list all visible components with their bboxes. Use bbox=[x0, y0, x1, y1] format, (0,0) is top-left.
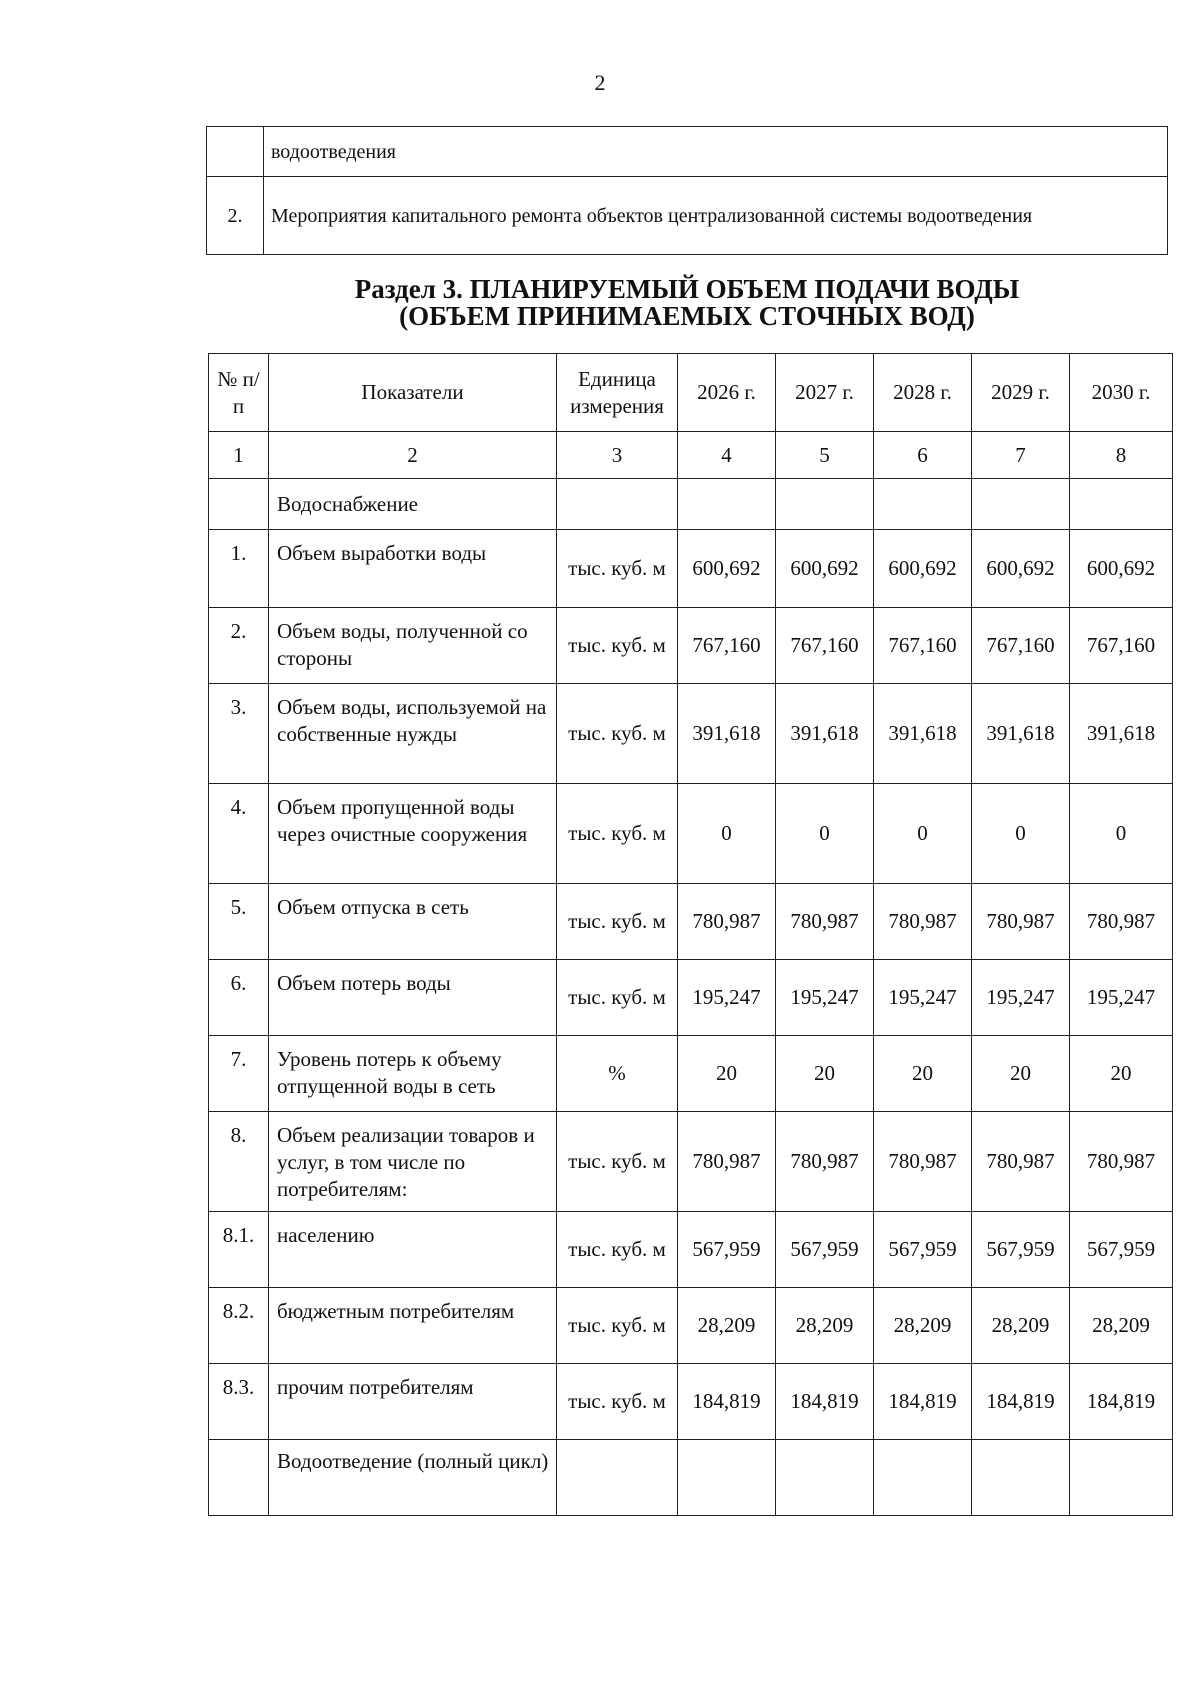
column-number: 5 bbox=[776, 432, 874, 479]
table-row bbox=[207, 127, 1168, 177]
row-number: 5. bbox=[209, 884, 269, 960]
indicator-name: населению bbox=[269, 1212, 557, 1288]
value-cell: 195,247 bbox=[1070, 960, 1173, 1036]
value-cell: 28,209 bbox=[874, 1288, 972, 1364]
empty-cell bbox=[209, 1440, 269, 1516]
row-number: 7. bbox=[209, 1036, 269, 1112]
header-row bbox=[209, 354, 1173, 432]
value-cell: 767,160 bbox=[678, 608, 776, 684]
table-row bbox=[209, 784, 1173, 884]
value-cell: 28,209 bbox=[776, 1288, 874, 1364]
empty-cell bbox=[972, 479, 1070, 530]
value-cell: 20 bbox=[776, 1036, 874, 1112]
table-row bbox=[207, 177, 1168, 255]
table-row bbox=[209, 684, 1173, 784]
value-cell: 0 bbox=[776, 784, 874, 884]
value-cell: 391,618 bbox=[874, 684, 972, 784]
value-cell: 20 bbox=[678, 1036, 776, 1112]
row-number: 8.3. bbox=[209, 1364, 269, 1440]
value-cell: 600,692 bbox=[972, 530, 1070, 608]
row-number: 8.2. bbox=[209, 1288, 269, 1364]
value-cell: 780,987 bbox=[678, 1112, 776, 1212]
value-cell: 20 bbox=[972, 1036, 1070, 1112]
header-year-2028: 2028 г. bbox=[874, 354, 972, 432]
row-number: 2. bbox=[207, 177, 264, 255]
value-cell: 567,959 bbox=[776, 1212, 874, 1288]
row-number: 2. bbox=[209, 608, 269, 684]
data-rows bbox=[209, 530, 1173, 1440]
page-number: 2 bbox=[594, 70, 606, 95]
row-number bbox=[207, 127, 264, 177]
value-cell: 0 bbox=[1070, 784, 1173, 884]
empty-cell bbox=[557, 479, 678, 530]
header-year-2029: 2029 г. bbox=[972, 354, 1070, 432]
row-number: 1. bbox=[209, 530, 269, 608]
header-year-2026: 2026 г. bbox=[678, 354, 776, 432]
row-number: 8.1. bbox=[209, 1212, 269, 1288]
value-cell: 0 bbox=[972, 784, 1070, 884]
value-cell: 184,819 bbox=[874, 1364, 972, 1440]
value-cell: 391,618 bbox=[972, 684, 1070, 784]
column-number: 3 bbox=[557, 432, 678, 479]
value-cell: 767,160 bbox=[972, 608, 1070, 684]
table-row bbox=[209, 1112, 1173, 1212]
value-cell: 567,959 bbox=[1070, 1212, 1173, 1288]
value-cell: 391,618 bbox=[1070, 684, 1173, 784]
indicator-name: прочим потребителям bbox=[269, 1364, 557, 1440]
value-cell: 195,247 bbox=[972, 960, 1070, 1036]
value-cell: 780,987 bbox=[972, 1112, 1070, 1212]
empty-cell bbox=[678, 479, 776, 530]
indicator-name: Уровень потерь к объему отпущенной воды в сеть bbox=[269, 1036, 557, 1112]
table-row bbox=[209, 1288, 1173, 1364]
column-number: 4 bbox=[678, 432, 776, 479]
table-row bbox=[209, 530, 1173, 608]
unit-cell: тыс. куб. м bbox=[557, 1364, 678, 1440]
row-number: 3. bbox=[209, 684, 269, 784]
header-year-2027: 2027 г. bbox=[776, 354, 874, 432]
indicator-name: бюджетным потребителям bbox=[269, 1288, 557, 1364]
value-cell: 780,987 bbox=[1070, 884, 1173, 960]
indicator-name: Объем пропущенной воды через очистные сооружения bbox=[269, 784, 557, 884]
value-cell: 195,247 bbox=[678, 960, 776, 1036]
indicator-name: Объем реализации товаров и услуг, в том числе по потребителям: bbox=[269, 1112, 557, 1212]
row-text: водоотведения bbox=[264, 127, 1168, 177]
header-unit: Единица измерения bbox=[557, 354, 678, 432]
value-cell: 767,160 bbox=[776, 608, 874, 684]
value-cell: 391,618 bbox=[678, 684, 776, 784]
column-number: 1 bbox=[209, 432, 269, 479]
indicator-name: Объем потерь воды bbox=[269, 960, 557, 1036]
unit-cell: тыс. куб. м bbox=[557, 1212, 678, 1288]
value-cell: 600,692 bbox=[1070, 530, 1173, 608]
row-number: 6. bbox=[209, 960, 269, 1036]
table-row bbox=[209, 1212, 1173, 1288]
value-cell: 767,160 bbox=[1070, 608, 1173, 684]
value-cell: 780,987 bbox=[776, 1112, 874, 1212]
value-cell: 20 bbox=[874, 1036, 972, 1112]
value-cell: 391,618 bbox=[776, 684, 874, 784]
value-cell: 0 bbox=[874, 784, 972, 884]
value-cell: 195,247 bbox=[776, 960, 874, 1036]
value-cell: 184,819 bbox=[678, 1364, 776, 1440]
section-title bbox=[206, 276, 1168, 330]
value-cell: 28,209 bbox=[972, 1288, 1070, 1364]
header-year-2030: 2030 г. bbox=[1070, 354, 1173, 432]
empty-cell bbox=[972, 1440, 1070, 1516]
value-cell: 780,987 bbox=[678, 884, 776, 960]
table-row bbox=[209, 1036, 1173, 1112]
column-number: 8 bbox=[1070, 432, 1173, 479]
value-cell: 600,692 bbox=[776, 530, 874, 608]
value-cell: 184,819 bbox=[776, 1364, 874, 1440]
value-cell: 780,987 bbox=[1070, 1112, 1173, 1212]
value-cell: 184,819 bbox=[972, 1364, 1070, 1440]
table-row bbox=[209, 608, 1173, 684]
value-cell: 28,209 bbox=[1070, 1288, 1173, 1364]
continued-measures-table bbox=[206, 126, 1168, 255]
unit-cell: % bbox=[557, 1036, 678, 1112]
unit-cell: тыс. куб. м bbox=[557, 608, 678, 684]
value-cell: 567,959 bbox=[678, 1212, 776, 1288]
indicator-name: Объем воды, полученной со стороны bbox=[269, 608, 557, 684]
empty-cell bbox=[776, 1440, 874, 1516]
empty-cell bbox=[776, 479, 874, 530]
unit-cell: тыс. куб. м bbox=[557, 1288, 678, 1364]
unit-cell: тыс. куб. м bbox=[557, 784, 678, 884]
header-indicator: Показатели bbox=[269, 354, 557, 432]
value-cell: 0 bbox=[678, 784, 776, 884]
column-number: 2 bbox=[269, 432, 557, 479]
section-label: Водоотведение (полный цикл) bbox=[269, 1440, 557, 1516]
row-text: Мероприятия капитального ремонта объектов централизованной системы водоотведения bbox=[264, 177, 1168, 255]
empty-cell bbox=[678, 1440, 776, 1516]
column-number: 7 bbox=[972, 432, 1070, 479]
table-row bbox=[209, 1364, 1173, 1440]
indicator-name: Объем отпуска в сеть bbox=[269, 884, 557, 960]
empty-cell bbox=[874, 479, 972, 530]
water-volume-table bbox=[208, 353, 1173, 1516]
value-cell: 567,959 bbox=[874, 1212, 972, 1288]
value-cell: 600,692 bbox=[874, 530, 972, 608]
table-row bbox=[209, 884, 1173, 960]
value-cell: 767,160 bbox=[874, 608, 972, 684]
value-cell: 184,819 bbox=[1070, 1364, 1173, 1440]
value-cell: 600,692 bbox=[678, 530, 776, 608]
value-cell: 780,987 bbox=[874, 1112, 972, 1212]
unit-cell: тыс. куб. м bbox=[557, 1112, 678, 1212]
unit-cell: тыс. куб. м bbox=[557, 884, 678, 960]
unit-cell: тыс. куб. м bbox=[557, 530, 678, 608]
table-row bbox=[209, 960, 1173, 1036]
section-row-wastewater bbox=[209, 1440, 1173, 1516]
empty-cell bbox=[1070, 1440, 1173, 1516]
value-cell: 195,247 bbox=[874, 960, 972, 1036]
value-cell: 28,209 bbox=[678, 1288, 776, 1364]
section-title-line2: (ОБЪЕМ ПРИНИМАЕМЫХ СТОЧНЫХ ВОД) bbox=[399, 301, 975, 331]
column-number: 6 bbox=[874, 432, 972, 479]
indicator-name: Объем воды, используемой на собственные нужды bbox=[269, 684, 557, 784]
section-title-line1: Раздел 3. ПЛАНИРУЕМЫЙ ОБЪЕМ ПОДАЧИ ВОДЫ bbox=[354, 274, 1020, 304]
value-cell: 20 bbox=[1070, 1036, 1173, 1112]
value-cell: 780,987 bbox=[874, 884, 972, 960]
value-cell: 780,987 bbox=[776, 884, 874, 960]
empty-cell bbox=[557, 1440, 678, 1516]
section-row-water-supply bbox=[209, 479, 1173, 530]
row-number: 4. bbox=[209, 784, 269, 884]
header-num: № п/п bbox=[209, 354, 269, 432]
empty-cell bbox=[209, 479, 269, 530]
value-cell: 780,987 bbox=[972, 884, 1070, 960]
indicator-name: Объем выработки воды bbox=[269, 530, 557, 608]
unit-cell: тыс. куб. м bbox=[557, 684, 678, 784]
row-number: 8. bbox=[209, 1112, 269, 1212]
empty-cell bbox=[1070, 479, 1173, 530]
column-number-row bbox=[209, 432, 1173, 479]
value-cell: 567,959 bbox=[972, 1212, 1070, 1288]
section-label: Водоснабжение bbox=[269, 479, 557, 530]
unit-cell: тыс. куб. м bbox=[557, 960, 678, 1036]
empty-cell bbox=[874, 1440, 972, 1516]
